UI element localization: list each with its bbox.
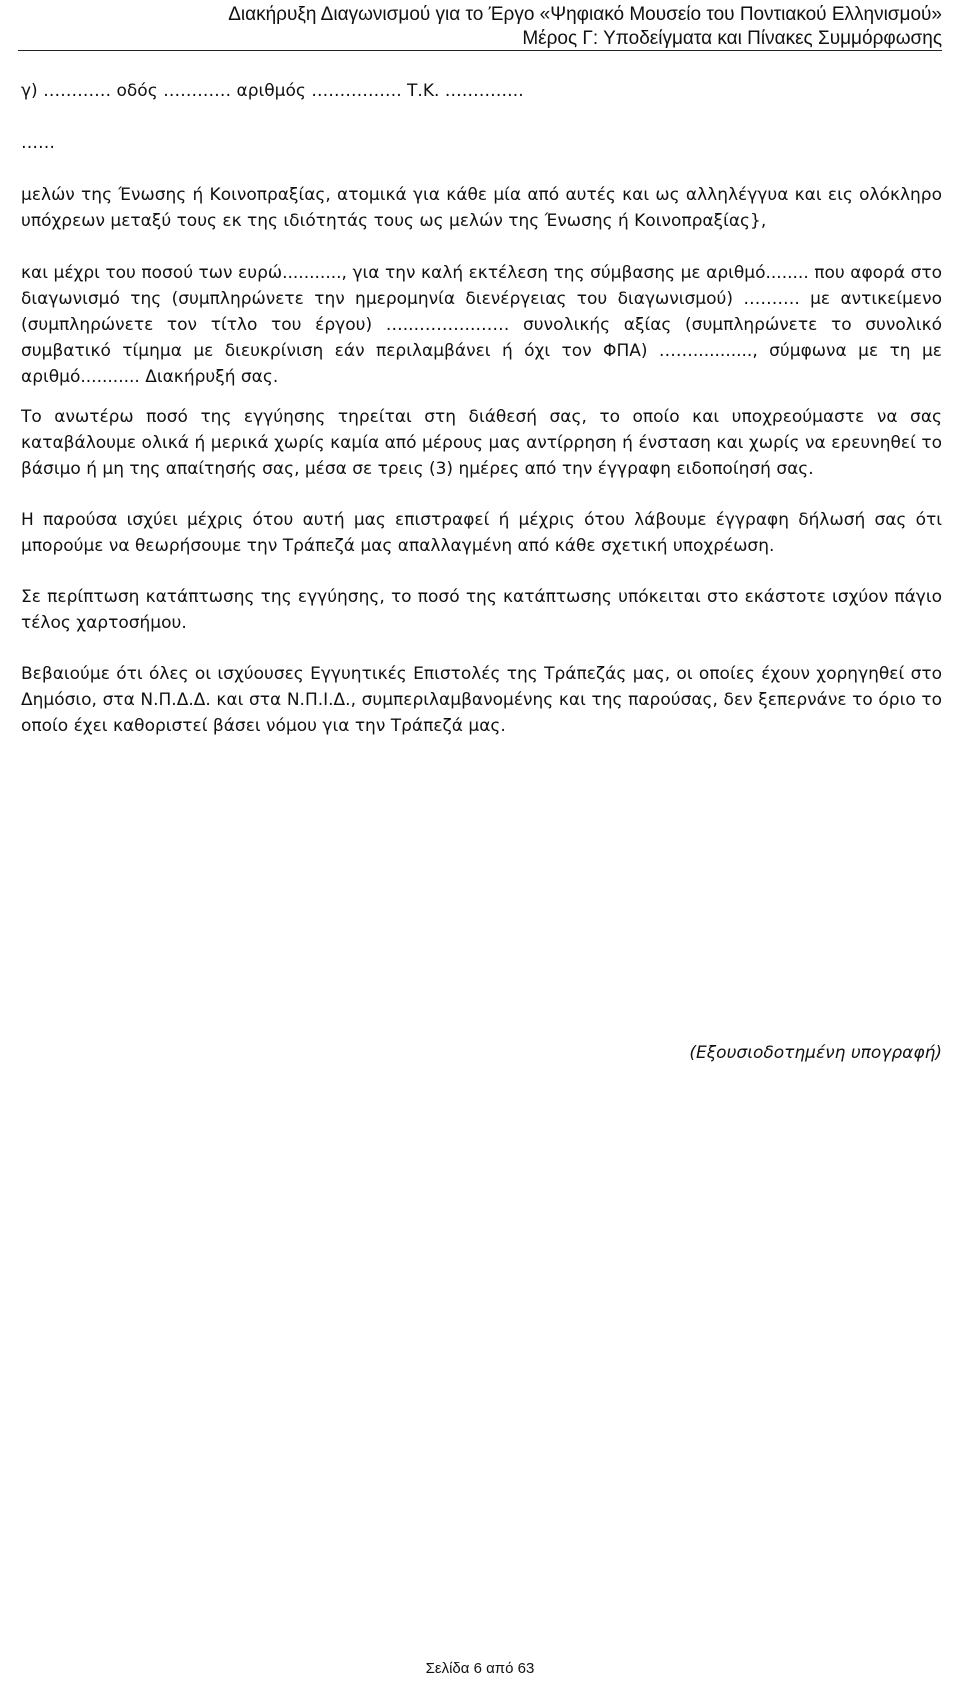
authorized-signature: (Εξουσιοδοτημένη υπογραφή) [689,1043,942,1063]
header-divider [18,50,942,51]
stamp-duty-paragraph: Σε περίπτωση κατάπτωσης της εγγύησης, το ποσό της κατάπτωσης υπόκειται στο εκάστοτε ισχύον πάγιο τέλος χαρτοσήμου. [21,587,942,633]
header-document-title: Διακήρυξη Διαγωνισμού για το Έργο «Ψηφιακό Μουσείο του Ποντιακού Ελληνισμού» [228,4,942,25]
guarantee-amount-paragraph: και μέχρι του ποσού των ευρώ..........., για την καλή εκτέλεση της σύμβασης με αριθμό........ που αφορά στο διαγωνισμό της (συμπληρώνετε την ημερομηνία διενέργειας του διαγωνισμού) ………. με αντικείμενο (συμπληρώνετε τον τίτλο του έργου) …..………..…… συνολικής αξίας (συμπληρώνετε το συνολικό συμβατικό τίμημα με διευκρίνιση εάν περιλαμβάνει ή όχι τον ΦΠΑ) ……..........., σύμφωνα με τη με αριθμό........... Διακήρυξή σας. [21,263,942,387]
address-line: γ) ………… οδός ………… αριθμός ……………. Τ.Κ. ………….. [21,81,524,101]
page-header [0,3,960,50]
guarantee-availability-paragraph: Το ανωτέρω ποσό της εγγύησης τηρείται στη διάθεσή σας, το οποίο και υποχρεούμαστε να σας καταβάλουμε ολικά ή μερικά χωρίς καμία από μέρους μας αντίρρηση ή ένσταση και χωρίς να ερευνηθεί το βάσιμο ή μη της απαίτησής σας, μέσα σε τρεις (3) ημέρες από την έγγραφη ειδοποίησή σας. [21,407,942,479]
placeholder-dots: …… [21,133,55,153]
validity-paragraph: Η παρούσα ισχύει μέχρις ότου αυτή μας επιστραφεί ή μέχρις ότου λάβουμε έγγραφη δήλωσή σας ότι μπορούμε να θεωρήσουμε την Τράπεζά μας απαλλαγμένη από κάθε σχετική υποχρέωση. [21,510,942,556]
header-section-title: Μέρος Γ: Υποδείγματα και Πίνακες Συμμόρφωσης [522,27,942,49]
page-number: Σελίδα 6 από 63 [425,1660,535,1677]
bank-limit-paragraph: Βεβαιούμε ότι όλες οι ισχύουσες Εγγυητικές Επιστολές της Τράπεζάς μας, οι οποίες έχουν χορηγηθεί στο Δημόσιο, στα Ν.Π.Δ.Δ. και στα Ν.Π.Ι.Δ., συμπεριλαμβανομένης και της παρούσας, δεν ξεπερνάνε το όριο το οποίο έχει καθοριστεί βάσει νόμου για την Τράπεζά μας. [21,664,942,736]
document-body [21,78,942,764]
members-paragraph: μελών της Ένωσης ή Κοινοπραξίας, ατομικά για κάθε μία από αυτές και ως αλληλέγγυα και εις ολόκληρο υπόχρεων μεταξύ τους εκ της ιδιότητάς τους ως μελών της Ένωσης ή Κοινοπραξίας}, [21,185,942,231]
